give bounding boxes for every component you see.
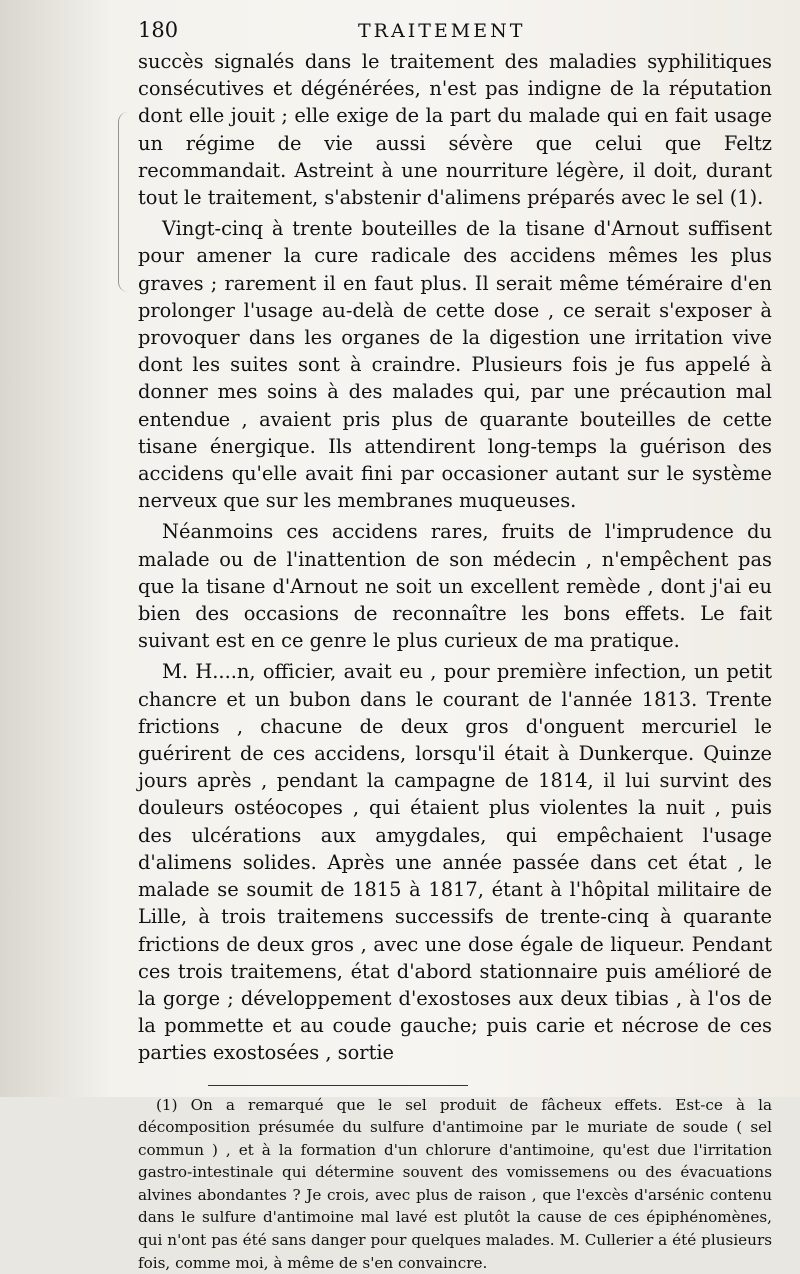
paragraph-case-report: M. H....n, officier, avait eu , pour première infection, un petit chancre et un bubon dans le courant de l'année 1813. Trente frictions , chacune de deux gros d'onguent mercuriel le guérirent de ces accidens, lorsqu'il était à Dunkerque. Quinze jours après , pendant la campagne de 1814, il lui survint des douleurs ostéocopes , qui étaient plus violentes la nuit , puis des ulcérations aux amygdales, qui empêchaient l'usage d'alimens solides. Après une année passée dans cet état , le malade se soumit de 1815 à 1817, étant à l'hôpital militaire de Lille, à trois traitemens successifs de trente-cinq à quarante frictions de deux gros , avec une dose égale de liqueur. Pendant ces trois traitemens, état d'abord stationnaire puis amélioré de la gorge ; développement d'exostoses aux deux tibias , à l'os de la pommette et au coude gauche; puis carie et nécrose de ces parties exostosées , sortie xyxy=(138,660,772,1065)
margin-bracket-mark xyxy=(118,112,131,292)
page-header xyxy=(138,18,772,48)
paragraph-neanmoins: Néanmoins ces accidens rares, fruits de l'imprudence du malade ou de l'inattention de son médecin , n'empêchent pas que la tisane d'Arnout ne soit un excellent remède , dont j'ai eu bien des occasions de reconnaître les bons effets. Le fait suivant est en ce genre le plus curieux de ma pratique. xyxy=(138,520,772,653)
footnote xyxy=(138,1094,772,1274)
paragraph-continuation: succès signalés dans le traitement des maladies syphilitiques consécutives et dégénérées, n'est pas indigne de la réputation dont elle jouit ; elle exige de la part du malade qui en fait usage un régime de vie aussi sévère que celui que Feltz recommandait. Astreint à une nourriture légère, il doit, durant tout le traitement, s'abstenir d'alimens préparés avec le sel (1). xyxy=(138,50,772,210)
footnote-separator xyxy=(208,1085,468,1086)
body-text xyxy=(138,48,772,1067)
paragraph-tisane-arnout: Vingt-cinq à trente bouteilles de la tisane d'Arnout suffisent pour amener la cure radicale des accidens mêmes les plus graves ; rarement il en faut plus. Il serait même téméraire d'en prolonger l'usage au-delà de cette dose , ce serait s'exposer à provoquer dans les organes de la digestion une irritation vive dont les suites sont à craindre. Plusieurs fois je fus appelé à donner mes soins à des malades qui, par une précaution mal entendue , avaient pris plus de quarante bouteilles de cette tisane énergique. Ils attendirent long-temps la guérison des accidens qu'elle avait fini par occasioner autant sur le système nerveux que sur les membranes muqueuses. xyxy=(138,217,772,513)
footnote-text: (1) On a remarqué que le sel produit de fâcheux effets. Est-ce à la décomposition présumée du sulfure d'antimoine par le muriate de soude ( sel commun ) , et à la formation d'un chlorure d'antimoine, qu'est due l'irritation gastro-intestinale qui détermine souvent des vomissemens ou des évacuations alvines abondantes ? Je crois, avec plus de raison , que l'excès d'arsénic contenu dans le sulfure d'antimoine mal lavé est plutôt la cause de ces épiphénomènes, qui n'ont pas été sans danger pour quelques malades. M. Cullerier a été plusieurs fois, comme moi, à même de s'en convaincre. xyxy=(138,1095,772,1272)
running-title: TRAITEMENT xyxy=(358,20,526,42)
page-number: 180 xyxy=(138,18,179,42)
